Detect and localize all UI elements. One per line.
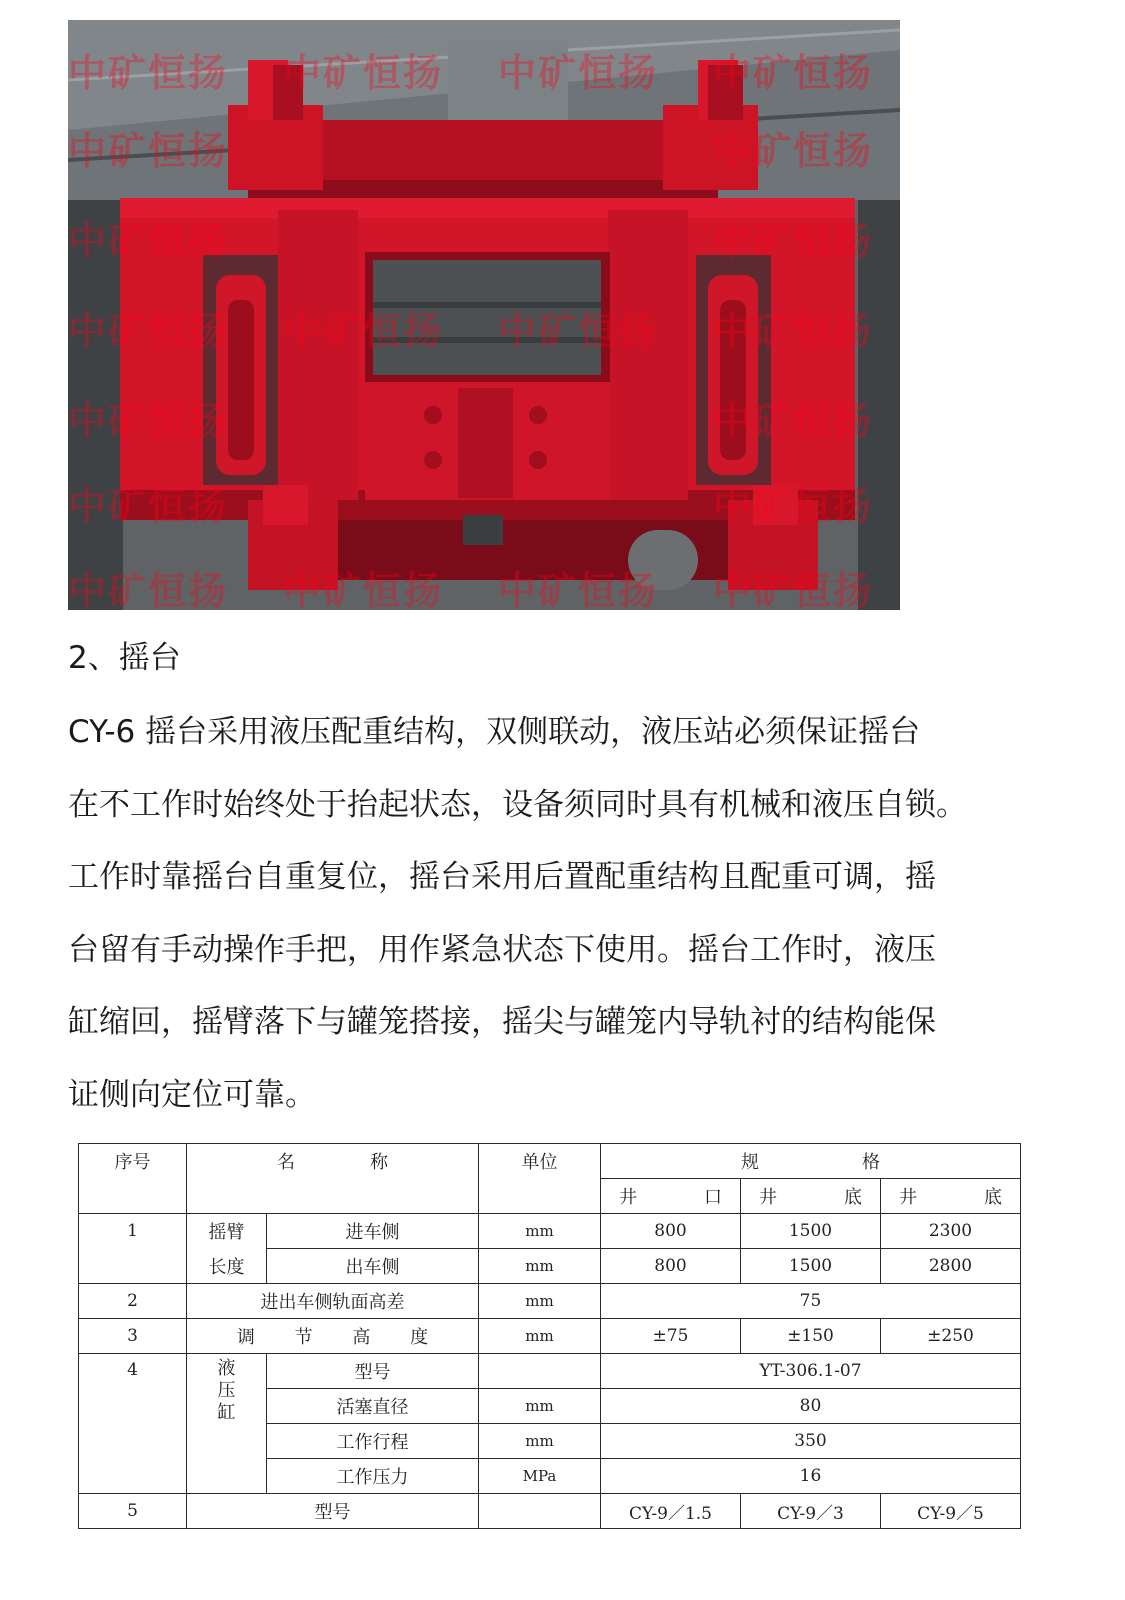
section-heading: 2、摇台 xyxy=(68,640,181,676)
watermark: 中矿恒扬 xyxy=(68,399,229,443)
paragraph-line: CY-6 摇台采用液压配重结构，双侧联动，液压站必须保证摇台 xyxy=(68,714,921,750)
row-group: 长度 xyxy=(187,1249,267,1284)
row-value: 1500 xyxy=(741,1214,881,1249)
watermark: 中矿恒扬 xyxy=(68,219,229,263)
row-item: 工作压力 xyxy=(267,1459,479,1494)
row-no: 2 xyxy=(79,1284,187,1319)
row-item: 进车侧 xyxy=(267,1214,479,1249)
row-value: 16 xyxy=(601,1459,1021,1494)
paragraph-line: 证侧向定位可靠。 xyxy=(68,1076,316,1113)
table-row xyxy=(79,1354,1021,1389)
row-value: ±150 xyxy=(741,1319,881,1354)
row-unit: mm xyxy=(479,1249,601,1284)
row-group-vertical: 液压缸 xyxy=(217,1358,236,1423)
row-value: 800 xyxy=(601,1249,741,1284)
table-row xyxy=(79,1494,1021,1529)
row-unit: mm xyxy=(479,1284,601,1319)
row-name: 进出车侧轨面高差 xyxy=(187,1284,479,1319)
row-value: 350 xyxy=(601,1424,1021,1459)
row-unit xyxy=(479,1354,601,1389)
watermark: 中矿恒扬 xyxy=(713,569,874,610)
row-no: 3 xyxy=(79,1319,187,1354)
watermark: 中矿恒扬 xyxy=(283,569,444,610)
equipment-photo xyxy=(68,20,900,610)
header-shaft-top: 井 口 xyxy=(601,1179,741,1214)
table-row xyxy=(79,1284,1021,1319)
row-unit: mm xyxy=(479,1319,601,1354)
watermark: 中矿恒扬 xyxy=(713,309,874,353)
row-no: 5 xyxy=(79,1494,187,1529)
paragraph-line: 台留有手动操作手把，用作紧急状态下使用。摇台工作时，液压 xyxy=(68,931,936,968)
watermark: 中矿恒扬 xyxy=(68,51,229,95)
watermark: 中矿恒扬 xyxy=(713,219,874,263)
header-name-char: 称 xyxy=(370,1152,388,1174)
watermark: 中矿恒扬 xyxy=(713,484,874,528)
paragraph-line: 在不工作时始终处于抬起状态，设备须同时具有机械和液压自锁。 xyxy=(68,786,967,823)
header-shaft-bottom: 井 底 xyxy=(881,1179,1021,1214)
row-item: 出车侧 xyxy=(267,1249,479,1284)
header-spec-char: 格 xyxy=(862,1152,880,1173)
row-name: 型号 xyxy=(187,1494,479,1529)
watermark: 中矿恒扬 xyxy=(68,129,229,173)
row-value: 800 xyxy=(601,1214,741,1249)
row-item: 工作行程 xyxy=(267,1424,479,1459)
table-header-row xyxy=(79,1179,1021,1214)
row-value: ±250 xyxy=(881,1319,1021,1354)
row-value: 1500 xyxy=(741,1249,881,1284)
row-no: 1 xyxy=(79,1214,187,1249)
watermark: 中矿恒扬 xyxy=(498,51,659,95)
header-spec xyxy=(601,1144,1021,1179)
row-value: ±75 xyxy=(601,1319,741,1354)
row-value: 80 xyxy=(601,1389,1021,1424)
paragraph-line: 工作时靠摇台自重复位，摇台采用后置配重结构且配重可调，摇 xyxy=(68,859,936,895)
row-value: 75 xyxy=(601,1284,1021,1319)
row-unit: mm xyxy=(479,1389,601,1424)
row-value: CY-9／5 xyxy=(881,1494,1021,1529)
row-value: 2300 xyxy=(881,1214,1021,1249)
row-unit: MPa xyxy=(479,1459,601,1494)
row-value: 2800 xyxy=(881,1249,1021,1284)
table-header-row xyxy=(79,1144,1021,1179)
description-paragraph xyxy=(68,696,1068,1131)
row-group xyxy=(187,1354,267,1494)
row-value: YT-306.1-07 xyxy=(601,1354,1021,1389)
header-unit: 单位 xyxy=(479,1144,601,1179)
row-unit: mm xyxy=(479,1214,601,1249)
spec-table xyxy=(78,1143,1021,1529)
watermark: 中矿恒扬 xyxy=(713,129,874,173)
watermark: 中矿恒扬 xyxy=(713,399,874,443)
watermark: 中矿恒扬 xyxy=(68,569,229,610)
header-spec-char: 规 xyxy=(741,1152,759,1173)
row-name: 调 节 高 度 xyxy=(187,1319,479,1354)
paragraph-line: 缸缩回，摇臂落下与罐笼搭接，摇尖与罐笼内导轨衬的结构能保 xyxy=(68,1004,936,1040)
table-row xyxy=(79,1249,1021,1284)
rocking-platform-illustration xyxy=(68,20,900,610)
header-name-char: 名 xyxy=(277,1152,295,1174)
watermark: 中矿恒扬 xyxy=(283,51,444,95)
row-group: 摇臂 xyxy=(187,1214,267,1249)
table-row xyxy=(79,1214,1021,1249)
watermark: 中矿恒扬 xyxy=(283,309,444,353)
row-unit: mm xyxy=(479,1424,601,1459)
header-no: 序号 xyxy=(79,1144,187,1179)
row-item: 型号 xyxy=(267,1354,479,1389)
row-item: 活塞直径 xyxy=(267,1389,479,1424)
watermark: 中矿恒扬 xyxy=(498,309,659,353)
table-row xyxy=(79,1319,1021,1354)
watermark: 中矿恒扬 xyxy=(713,51,874,95)
header-name xyxy=(187,1144,479,1179)
row-no: 4 xyxy=(79,1354,187,1494)
watermark: 中矿恒扬 xyxy=(68,309,229,353)
header-shaft-bottom: 井 底 xyxy=(741,1179,881,1214)
watermark: 中矿恒扬 xyxy=(68,484,229,528)
row-value: CY-9／3 xyxy=(741,1494,881,1529)
row-value: CY-9／1.5 xyxy=(601,1494,741,1529)
watermark: 中矿恒扬 xyxy=(498,569,659,610)
